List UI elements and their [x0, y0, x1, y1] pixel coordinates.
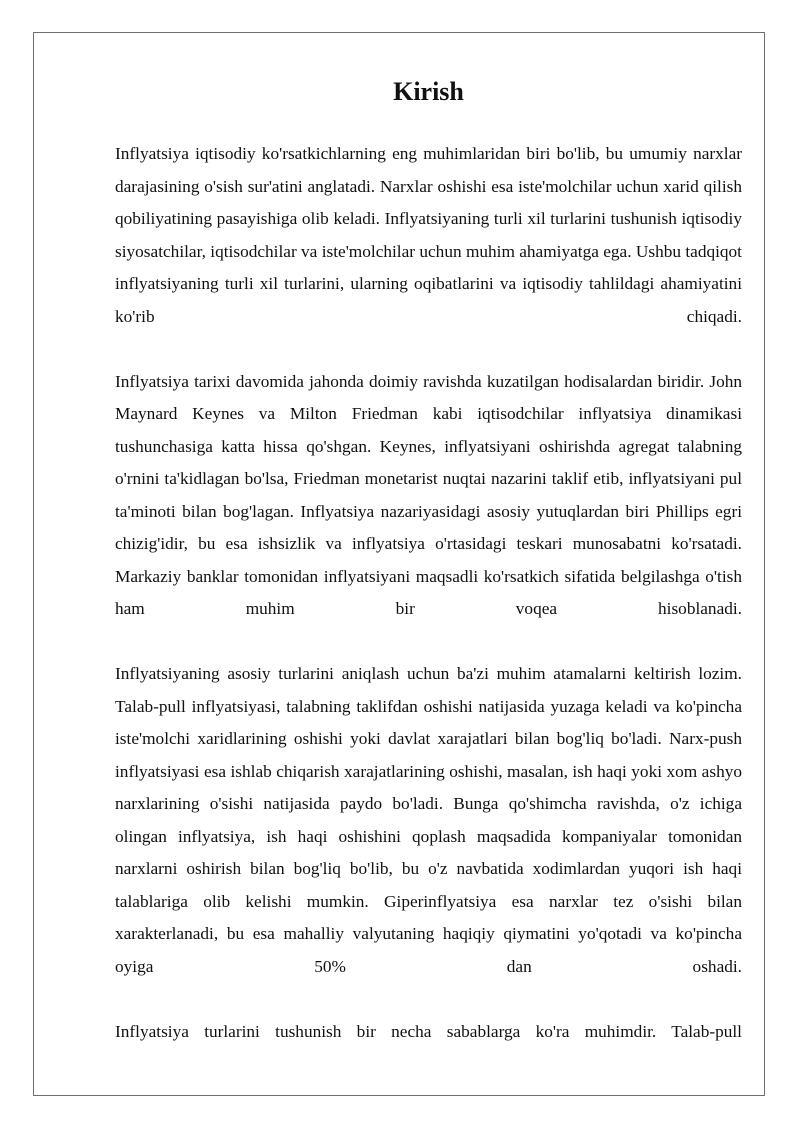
document-body [115, 72, 742, 1048]
document-title: Kirish [393, 77, 464, 106]
paragraph-1: Inflyatsiya iqtisodiy ko'rsatkichlarning eng muhimlaridan biri bo'lib, bu umumiy narxlar darajasining o'sish sur'atini anglatadi. Narxlar oshishi esa iste'molchilar uchun xarid qilish qobiliyatining pasayishiga olib keladi. Inflyatsiyaning turli xil turlarini tushunish iqtisodiy siyosatchilar, iqtisodchilar va iste'molchilar uchun muhim ahamiyatga ega. Ushbu tadqiqot inflyatsiyaning turli xil turlarini, ularning oqibatlarini va iqtisodiy tahlildagi ahamiyatini ko'rib chiqadi. [115, 144, 742, 326]
paragraph-3: Inflyatsiyaning asosiy turlarini aniqlash uchun ba'zi muhim atamalarni keltirish lozim. Talab-pull inflyatsiyasi, talabning taklifdan oshishi natijasida yuzaga keladi va ko'pincha iste'molchi xaridlarining oshishi yoki davlat xarajatlari bilan bog'liq bo'ladi. Narx-push inflyatsiyasi esa ishlab chiqarish xarajatlarining oshishi, masalan, ish haqi yoki xom ashyo narxlarining o'sishi natijasida paydo bo'ladi. Bunga qo'shimcha ravishda, o'z ichiga olingan inflyatsiya, ish haqi oshishini qoplash maqsadida kompaniyalar tomonidan narxlarni oshirish bilan bog'liq bo'lib, bu o'z navbatida xodimlardan yuqori ish haqi talablariga olib kelishi mumkin. Giperinflyatsiya esa narxlar tez o'sishi bilan xarakterlanadi, bu esa mahalliy valyutaning haqiqiy qiymatini yo'qotadi va ko'pincha oyiga 50% dan oshadi. [115, 664, 742, 976]
paragraph-4: Inflyatsiya turlarini tushunish bir necha sabablarga ko'ra muhimdir. Talab-pull [115, 1021, 742, 1041]
paragraph-2: Inflyatsiya tarixi davomida jahonda doimiy ravishda kuzatilgan hodisalardan biridir. John Maynard Keynes va Milton Friedman kabi iqtisodchilar inflyatsiya dinamikasi tushunchasiga katta hissa qo'shgan. Keynes, inflyatsiyani oshirishda agregat talabning o'rnini ta'kidlagan bo'lsa, Friedman monetarist nuqtai nazarini taklif etib, inflyatsiyani pul ta'minoti bilan bog'lagan. Inflyatsiya nazariyasidagi asosiy yutuqlardan biri Phillips egri chizig'idir, bu esa ishsizlik va inflyatsiya o'rtasidagi teskari munosabatni ko'rsatadi. Markaziy banklar tomonidan inflyatsiyani maqsadli ko'rsatkich sifatida belgilashga o'tish ham muhim bir voqea hisoblanadi. [115, 371, 742, 618]
